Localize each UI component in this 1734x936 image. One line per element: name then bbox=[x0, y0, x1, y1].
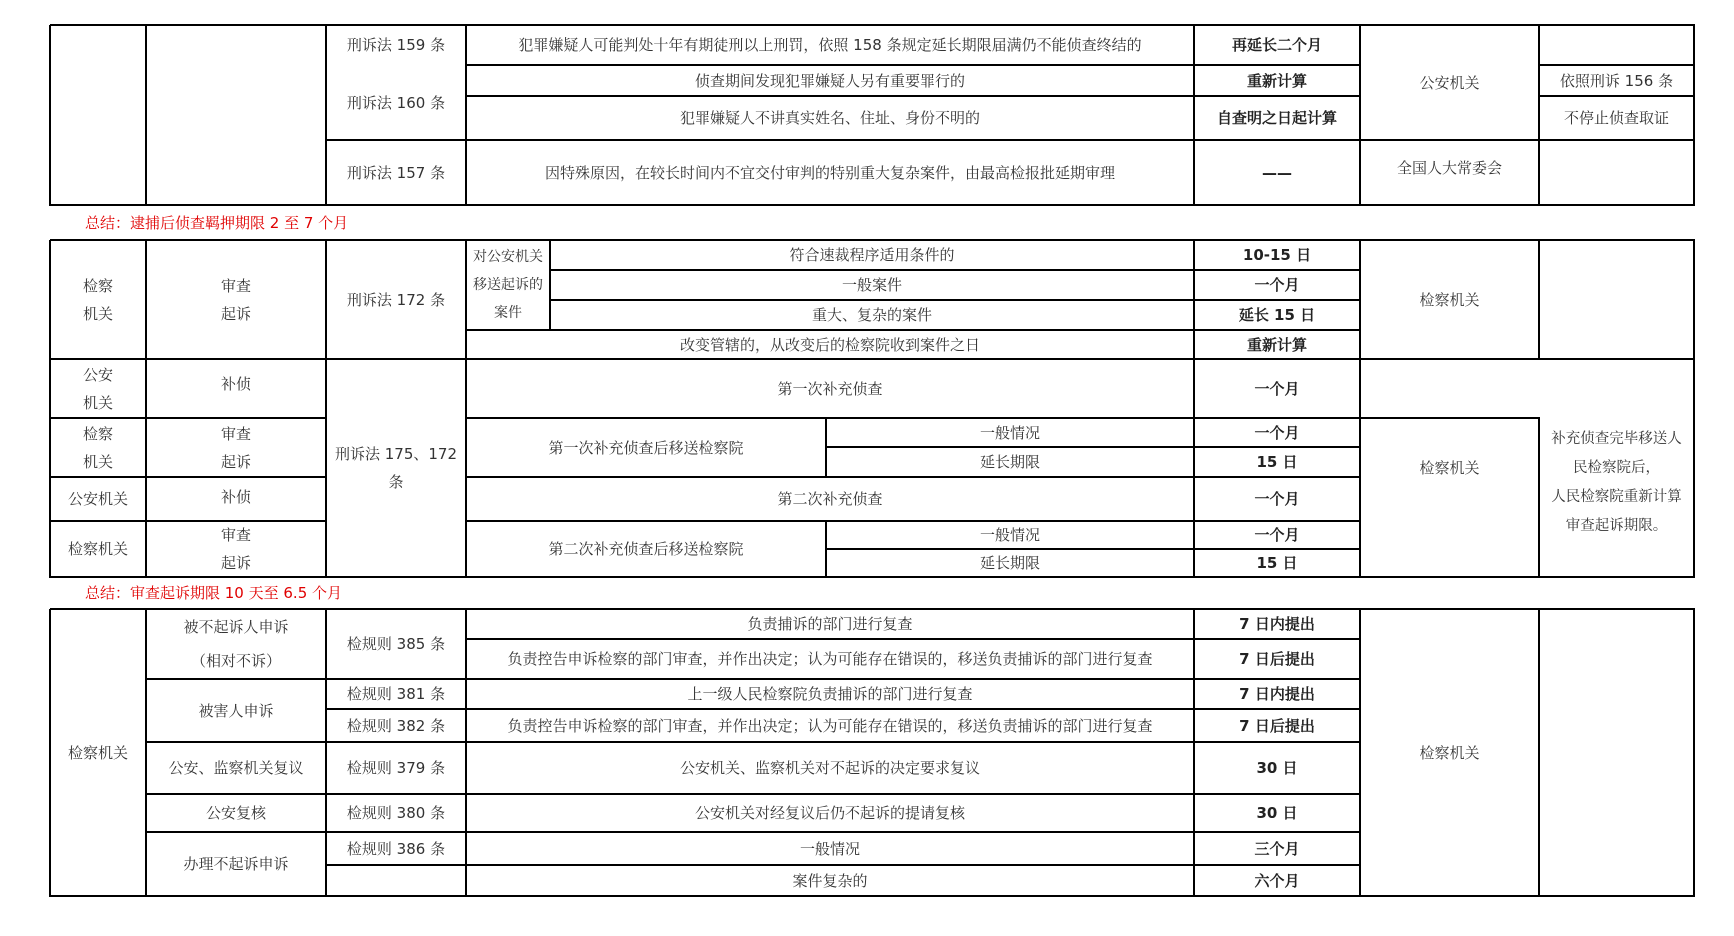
grid-line-v bbox=[825, 418, 827, 478]
first-transfer: 第一次补充侦查后移送检察院 bbox=[548, 438, 744, 457]
first-extend: 延长期限 bbox=[979, 453, 1040, 471]
grid-line-v bbox=[1538, 240, 1540, 360]
law-ref-379: 检规则 379 条 bbox=[346, 759, 446, 777]
grid-line-v bbox=[465, 609, 467, 897]
period-fast-track: 10-15 日 bbox=[1242, 246, 1312, 264]
period-second-general: 一个月 bbox=[1254, 526, 1300, 544]
grid-line-h bbox=[466, 95, 1361, 97]
authority-procuratorate-2: 检察机关 bbox=[1419, 459, 1480, 477]
grid-line-v bbox=[49, 240, 51, 578]
grid-line-h bbox=[146, 831, 1361, 833]
grid-line-v bbox=[1693, 25, 1695, 206]
grid-line-h bbox=[50, 239, 1695, 241]
grid-line-h bbox=[326, 708, 1361, 710]
grid-line-v bbox=[1693, 240, 1695, 578]
grid-line-h bbox=[326, 139, 1695, 141]
law-ref-382: 检规则 382 条 bbox=[346, 716, 446, 735]
grid-line-h bbox=[466, 64, 1361, 66]
authority-police: 公安机关 bbox=[1419, 73, 1480, 92]
grid-line-v bbox=[145, 25, 147, 206]
period-appeal-complex: 六个月 bbox=[1254, 871, 1300, 890]
grid-line-h bbox=[550, 299, 1361, 301]
period-general: 一个月 bbox=[1254, 276, 1300, 294]
reconsideration-request: 公安机关、监察机关对不起诉的决定要求复议 bbox=[679, 759, 980, 777]
review-by-prosecution-dept: 负责捕诉的部门进行复查 bbox=[747, 615, 913, 633]
summary-1: 总结：逮捕后侦查羁押期限 2 至 7 个月 bbox=[85, 213, 349, 232]
grid-line-v bbox=[145, 609, 147, 897]
grid-line-v bbox=[1193, 609, 1195, 897]
review-by-complaint-dept: 负责控告申诉检察的部门审查，并作出决定；认为可能存在错误的，移送负责捕诉的部门进行复查 bbox=[507, 650, 1153, 668]
grid-line-h bbox=[146, 741, 1361, 743]
group-non-prosecuted-appeal: 被不起诉人申诉 （相对不诉） bbox=[183, 618, 289, 670]
period-jurisdiction: 重新计算 bbox=[1246, 335, 1307, 354]
grid-line-h bbox=[50, 608, 1695, 610]
grid-line-v bbox=[549, 240, 551, 331]
grid-line-h bbox=[466, 638, 1361, 640]
period-157: —— bbox=[1262, 163, 1292, 182]
grid-line-h bbox=[466, 476, 1361, 478]
grid-line-v bbox=[325, 25, 327, 206]
grid-line-v bbox=[1359, 240, 1361, 578]
case-general: 一般案件 bbox=[841, 276, 902, 294]
grid-line-v bbox=[49, 609, 51, 897]
period-second-extend: 15 日 bbox=[1256, 554, 1298, 572]
law-ref-160: 刑诉法 160 条 bbox=[346, 93, 446, 112]
period-appeal-general: 三个月 bbox=[1254, 839, 1300, 858]
summary-2: 总结：审查起诉期限 10 天至 6.5 个月 bbox=[85, 584, 343, 602]
grid-line-h bbox=[50, 576, 1695, 578]
second-extend: 延长期限 bbox=[979, 554, 1040, 572]
org-procuratorate-2: 检察 机关 bbox=[82, 424, 113, 471]
grid-line-v bbox=[145, 240, 147, 578]
period-first-supplement: 一个月 bbox=[1254, 379, 1300, 398]
review-request: 公安机关对经复议后仍不起诉的提请复核 bbox=[694, 804, 965, 822]
stage-review: 审查 起诉 bbox=[220, 276, 251, 323]
authority-procuratorate: 检察机关 bbox=[1419, 290, 1480, 309]
grid-line-h bbox=[466, 417, 1361, 419]
grid-line-h bbox=[466, 520, 827, 522]
group-review: 公安复核 bbox=[205, 804, 266, 822]
case-fast-track: 符合速裁程序适用条件的 bbox=[789, 246, 955, 264]
grid-line-v bbox=[1693, 609, 1695, 897]
appeal-general: 一般情况 bbox=[799, 839, 860, 858]
content-new-crime: 侦查期间发现犯罪嫌疑人另有重要罪行的 bbox=[694, 71, 965, 90]
period-complex: 延长 15 日 bbox=[1238, 306, 1316, 324]
grid-line-v bbox=[1538, 25, 1540, 206]
grid-line-v bbox=[1359, 25, 1361, 206]
law-ref-386: 检规则 386 条 bbox=[346, 839, 446, 858]
note-recalculate: 补充侦查完毕移送人 民检察院后， 人民检察院重新计算 审查起诉期限。 bbox=[1551, 431, 1682, 534]
grid-line-v bbox=[1359, 609, 1361, 897]
note-156: 依照刑诉 156 条 bbox=[1559, 71, 1674, 90]
law-ref-159: 刑诉法 159 条 bbox=[346, 36, 446, 54]
grid-line-h bbox=[1539, 64, 1695, 66]
grid-line-v bbox=[1538, 609, 1540, 897]
law-ref-157: 刑诉法 157 条 bbox=[346, 163, 446, 182]
review-by-superior: 上一级人民检察院负责捕诉的部门进行复查 bbox=[687, 685, 973, 703]
grid-line-v bbox=[325, 609, 327, 897]
grid-line-v bbox=[465, 25, 467, 206]
period-159: 再延长二个月 bbox=[1231, 36, 1322, 54]
period-victim-after-7-days: 7 日后提出 bbox=[1239, 716, 1315, 735]
grid-line-h bbox=[50, 476, 327, 478]
grid-line-h bbox=[1360, 417, 1540, 419]
first-supplement: 第一次补充侦查 bbox=[777, 379, 883, 398]
period-first-extend: 15 日 bbox=[1256, 453, 1298, 471]
authority-procuratorate-3: 检察机关 bbox=[1419, 743, 1480, 762]
case-jurisdiction: 改变管辖的，从改变后的检察院收到案件之日 bbox=[679, 335, 980, 354]
grid-line-h bbox=[146, 678, 1361, 680]
second-general: 一般情况 bbox=[979, 526, 1040, 544]
grid-line-v bbox=[465, 240, 467, 578]
grid-line-h bbox=[826, 446, 1361, 448]
grid-line-v bbox=[325, 240, 327, 578]
grid-line-h bbox=[50, 24, 1695, 26]
group-reconsideration: 公安、监察机关复议 bbox=[168, 759, 304, 777]
grid-line-h bbox=[466, 358, 1361, 360]
period-reconsideration: 30 日 bbox=[1256, 759, 1298, 777]
grid-line-h bbox=[550, 269, 1361, 271]
first-general: 一般情况 bbox=[979, 423, 1040, 442]
grid-line-h bbox=[466, 329, 1361, 331]
grid-line-v bbox=[825, 521, 827, 578]
org-procuratorate-3: 检察机关 bbox=[67, 540, 128, 558]
authority-npc: 全国人大常委会 bbox=[1396, 158, 1502, 177]
grid-line-h bbox=[50, 520, 327, 522]
grid-line-h bbox=[826, 520, 1361, 522]
period-second-supplement: 一个月 bbox=[1254, 490, 1300, 508]
grid-line-h bbox=[1539, 95, 1695, 97]
second-supplement: 第二次补充侦查 bbox=[777, 490, 883, 508]
grid-line-v bbox=[1193, 25, 1195, 206]
grid-line-v bbox=[1193, 240, 1195, 578]
org-procuratorate: 检察 机关 bbox=[82, 276, 113, 323]
content-157: 因特殊原因，在较长时间内不宜交付审判的特别重大复杂案件，由最高检报批延期审理 bbox=[544, 163, 1115, 182]
victim-review-by-complaint-dept: 负责控告申诉检察的部门审查，并作出决定；认为可能存在错误的，移送负责捕诉的部门进行复查 bbox=[507, 716, 1153, 735]
law-ref-380: 检规则 380 条 bbox=[346, 804, 446, 822]
law-ref-175: 刑诉法 175、172 条 bbox=[334, 445, 458, 491]
stage-supplement: 补侦 bbox=[220, 375, 251, 393]
grid-line-h bbox=[826, 548, 1361, 550]
period-after-7-days: 7 日后提出 bbox=[1239, 650, 1315, 668]
note-continue-investigation: 不停止侦查取证 bbox=[1563, 109, 1669, 127]
law-ref-172: 刑诉法 172 条 bbox=[346, 290, 446, 309]
stage-review-3: 审查 起诉 bbox=[220, 526, 251, 572]
period-first-general: 一个月 bbox=[1254, 423, 1300, 442]
grid-line-v bbox=[1538, 418, 1540, 578]
period-from-identified: 自查明之日起计算 bbox=[1216, 109, 1337, 127]
period-within-7-days: 7 日内提出 bbox=[1239, 615, 1315, 633]
stage-supplement-2: 补侦 bbox=[220, 488, 251, 506]
group-handle-appeal: 办理不起诉申诉 bbox=[183, 855, 289, 873]
stage-review-2: 审查 起诉 bbox=[220, 424, 251, 471]
second-transfer: 第二次补充侦查后移送检察院 bbox=[548, 540, 744, 558]
grid-line-h bbox=[50, 417, 327, 419]
period-review: 30 日 bbox=[1256, 804, 1298, 822]
org-procuratorate-4: 检察机关 bbox=[67, 743, 128, 762]
group-victim-appeal: 被害人申诉 bbox=[198, 701, 274, 720]
org-police-2: 公安机关 bbox=[67, 490, 128, 508]
law-ref-381: 检规则 381 条 bbox=[346, 685, 446, 703]
transfer-label: 对公安机关 移送起诉的 案件 bbox=[473, 249, 543, 321]
grid-line-h bbox=[326, 864, 1361, 866]
grid-line-h bbox=[50, 895, 1695, 897]
period-recalc: 重新计算 bbox=[1246, 71, 1307, 90]
org-police: 公安 机关 bbox=[82, 365, 113, 412]
law-ref-385: 检规则 385 条 bbox=[346, 635, 446, 653]
appeal-complex: 案件复杂的 bbox=[792, 871, 868, 890]
grid-line-h bbox=[50, 204, 1695, 206]
case-complex: 重大、复杂的案件 bbox=[811, 306, 932, 324]
period-victim-within-7-days: 7 日内提出 bbox=[1239, 685, 1315, 703]
content-identity-unknown: 犯罪嫌疑人不讲真实姓名、住址、身份不明的 bbox=[679, 109, 980, 127]
grid-line-h bbox=[146, 793, 1361, 795]
grid-line-v bbox=[49, 25, 51, 206]
content-159: 犯罪嫌疑人可能判处十年有期徒刑以上刑罚，依照 158 条规定延长期限届满仍不能侦查终结的 bbox=[518, 36, 1142, 54]
